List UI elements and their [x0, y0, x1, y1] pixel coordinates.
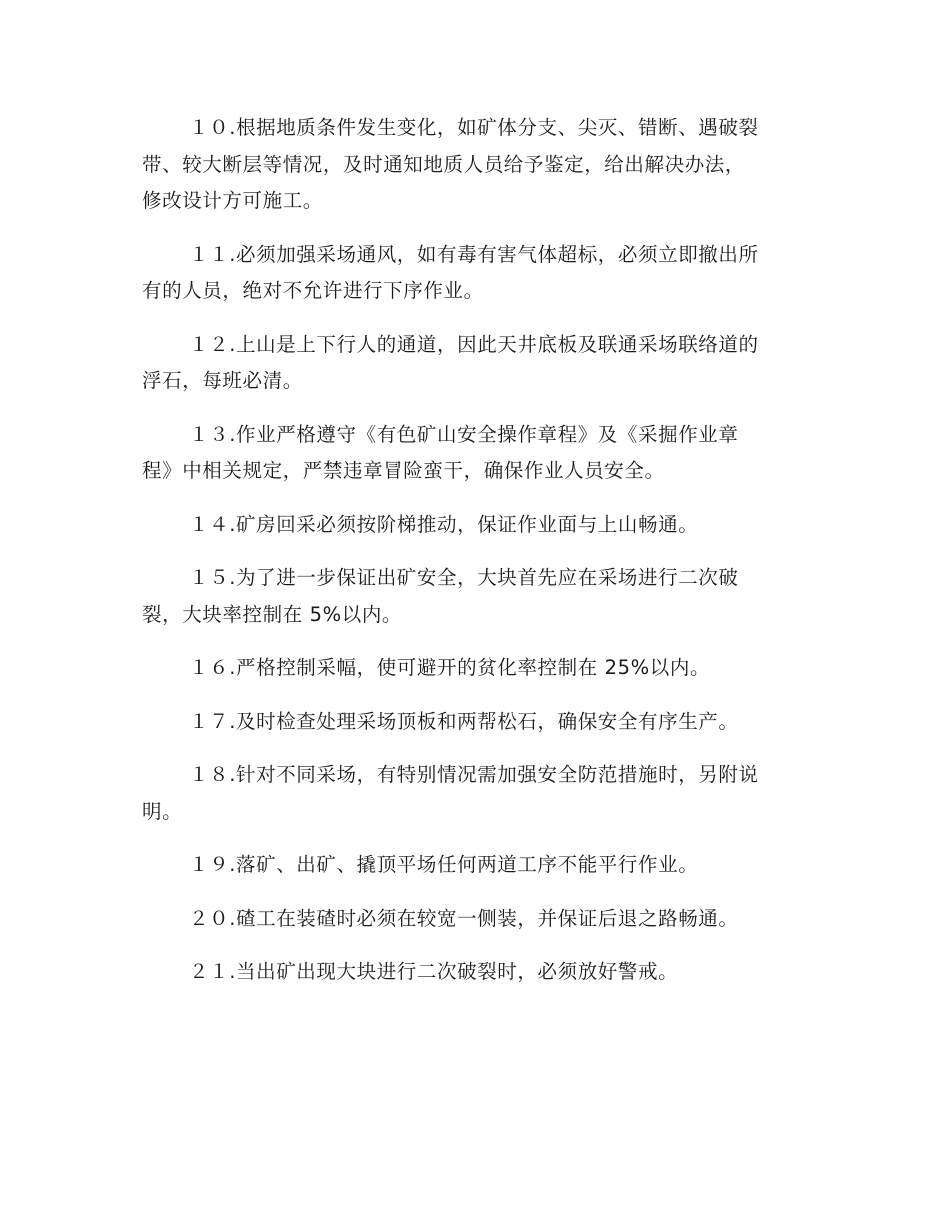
- paragraph-19: [142, 847, 812, 884]
- paragraph-20: [142, 901, 812, 938]
- paragraph-line: １７.及时检查处理采场顶板和两帮松石，确保安全有序生产。: [189, 709, 739, 733]
- paragraph-line: １４.矿房回采必须按阶梯推动，保证作业面与上山畅通。: [189, 512, 699, 536]
- paragraph-12: [142, 327, 812, 400]
- paragraph-line: １９.落矿、出矿、撬顶平场任何两道工序不能平行作业。: [189, 853, 699, 876]
- paragraph-line: １１.必须加强采场通风，如有毒有害气体超标，必须立即撤出所: [189, 242, 759, 266]
- paragraph-line: ２０.碴工在装碴时必须在较宽一侧装，并保证后退之路畅通。: [189, 906, 739, 930]
- paragraph-18: [142, 757, 812, 830]
- paragraph-11: [142, 237, 812, 310]
- paragraph-16: [142, 650, 812, 687]
- paragraph-line: 明。: [142, 799, 183, 823]
- paragraph-line: ２１.当出矿出现大块进行二次破裂时，必须放好警戒。: [189, 960, 679, 983]
- paragraph-line: 浮石，每班必清。: [142, 369, 303, 392]
- paragraph-line: 修改设计方可施工。: [142, 189, 323, 212]
- paragraph-line: 有的人员，绝对不允许进行下序作业。: [142, 279, 484, 302]
- paragraph-10: [142, 110, 812, 220]
- paragraph-21: [142, 954, 812, 991]
- paragraph-line: １８.针对不同采场，有特别情况需加强安全防范措施时，另附说: [189, 763, 759, 786]
- paragraph-line: 裂，大块率控制在 5%以内。: [142, 602, 403, 626]
- paragraph-line: 带、较大断层等情况，及时通知地质人员给予鉴定，给出解决办法，: [142, 152, 746, 176]
- paragraph-15: [142, 560, 812, 633]
- paragraph-line: １３.作业严格遵守《有色矿山安全操作章程》及《采掘作业章: [189, 422, 739, 446]
- paragraph-17: [142, 704, 812, 741]
- paragraph-line: １２.上山是上下行人的通道，因此天井底板及联通采场联络道的: [189, 332, 759, 356]
- paragraph-line: 程》中相关规定，严禁违章冒险蛮干，确保作业人员安全。: [142, 459, 665, 482]
- document-body: [142, 110, 812, 1008]
- paragraph-line: １０.根据地质条件发生变化，如矿体分支、尖灭、错断、遇破裂: [189, 116, 759, 139]
- paragraph-13: [142, 417, 812, 490]
- paragraph-line: １６.严格控制采幅，使可避开的贫化率控制在 25%以内。: [189, 656, 711, 679]
- paragraph-line: １５.为了进一步保证出矿安全，大块首先应在采场进行二次破: [189, 566, 739, 589]
- paragraph-14: [142, 507, 812, 544]
